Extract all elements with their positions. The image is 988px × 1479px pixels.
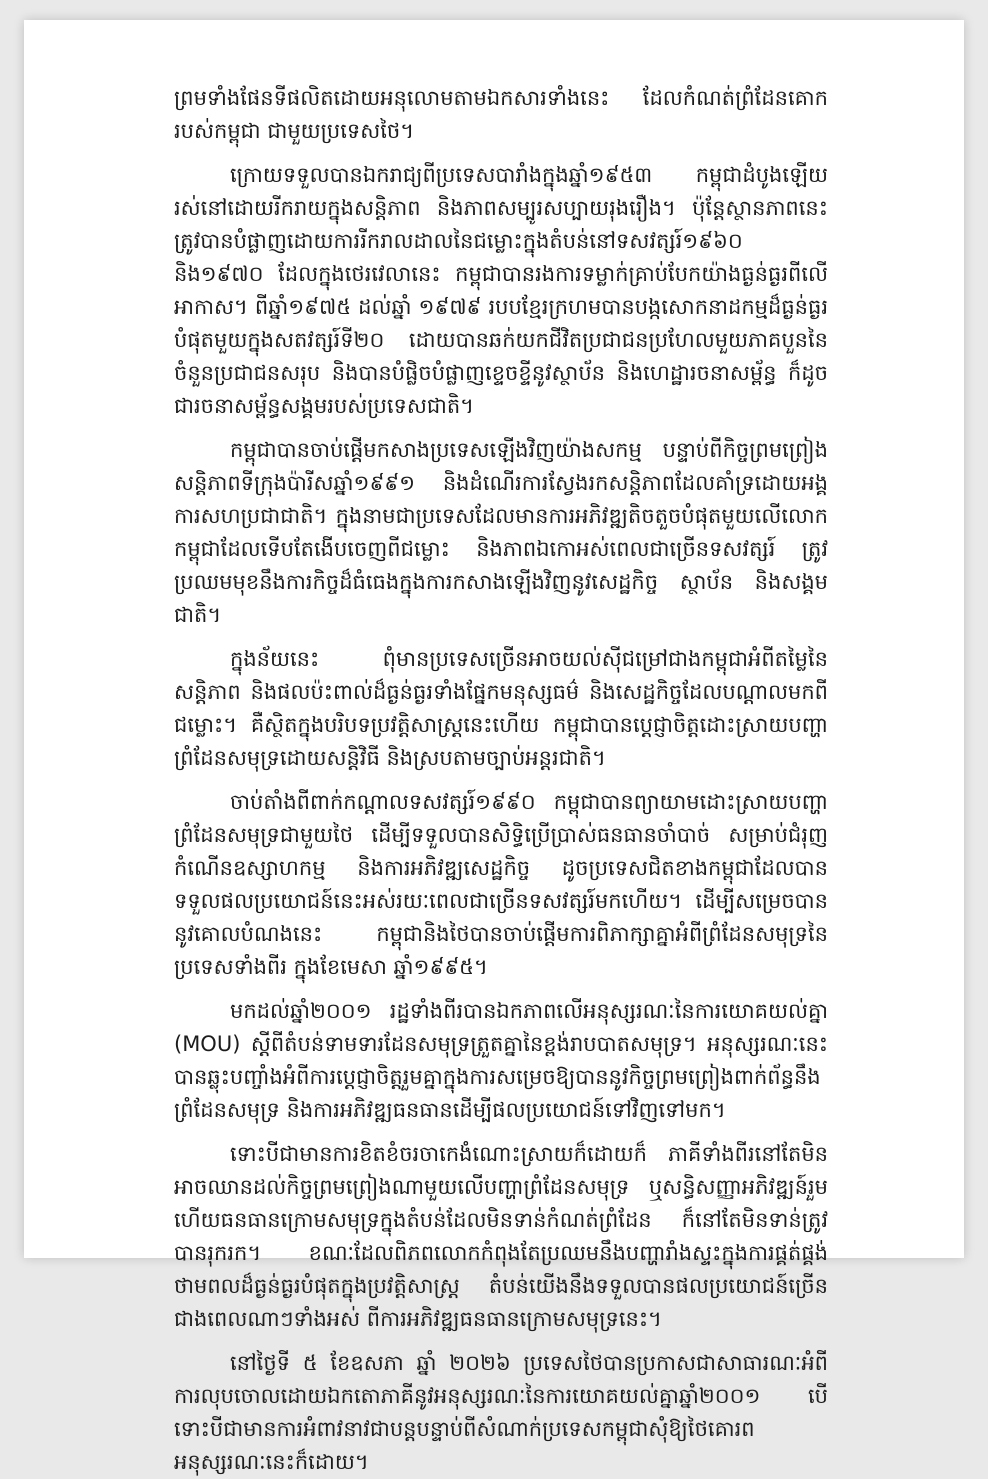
paragraph-4: ក្នុងន័យនេះ ពុំមានប្រទេសច្រើនអាចយល់ស៊ីជម្រៅជាងកម្ពុជាអំពីតម្លៃនៃសន្តិភាព និងផលប៉ះពាល់ដ៏ធ្ងន់ធ្ងរទាំងផ្នែកមនុស្សធម៌ និងសេដ្ឋកិច្ចដែលបណ្តាលមកពីជម្លោះ។ គឺស្ថិតក្នុងបរិបទប្រវត្តិសាស្ត្រនេះហើយ កម្ពុជាបានប្តេជ្ញាចិត្តដោះស្រាយបញ្ហាព្រំដែនសមុទ្រដោយសន្តិវិធី និងស្របតាមច្បាប់អន្តរជាតិ។ bbox=[174, 647, 828, 770]
document-page bbox=[24, 20, 964, 1474]
paragraph-2: ក្រោយទទួលបានឯករាជ្យពីប្រទេសបារាំងក្នុងឆ្នាំ១៩៥៣ កម្ពុជាដំបូងឡើយរស់នៅដោយរីករាយក្នុងសន្តិភាព និងភាពសម្បូរសប្បាយរុងរឿង។ ប៉ុន្តែស្ថានភាពនេះត្រូវបានបំផ្លាញដោយការរីករាលដាលនៃជម្លោះក្នុងតំបន់នៅទសវត្សរ៍១៩៦០ និង១៩៧០ ដែលក្នុងថេរវេលានេះ កម្ពុជាបានរងការទម្លាក់គ្រាប់បែកយ៉ាងធ្ងន់ធ្ងរពីលើអាកាស។ ពីឆ្នាំ១៩៧៥ ដល់ឆ្នាំ ១៩៧៩ របបខ្មែរក្រហមបានបង្កសោកនាដកម្មដ៏ធ្ងន់ធ្ងរបំផុតមួយក្នុងសតវត្សរ៍ទី២០ ដោយបានឆក់យកជីវិតប្រជាជនប្រហែលមួយភាគបួននៃចំនួនប្រជាជនសរុប និងបានបំផ្លិចបំផ្លាញខ្ទេចខ្ទីនូវស្ថាប័ន និងហេដ្ឋារចនាសម្ព័ន្ធ ក៏ដូចជារចនាសម្ព័ន្ធសង្គមរបស់ប្រទេសជាតិ។ bbox=[174, 163, 828, 418]
paragraph-3: កម្ពុជាបានចាប់ផ្តើមកសាងប្រទេសឡើងវិញយ៉ាងសកម្ម បន្ទាប់ពីកិច្ចព្រមព្រៀងសន្តិភាពទីក្រុងប៉ារីសឆ្នាំ១៩៩១ និងដំណើរការស្វែងរកសន្តិភាពដែលគាំទ្រដោយអង្គការសហប្រជាជាតិ។ ក្នុងនាមជាប្រទេសដែលមានការអភិវឌ្ឍតិចតួចបំផុតមួយលើលោក កម្ពុជាដែលទើបតែងើបចេញពីជម្លោះ និងភាពឯកោអស់ពេលជាច្រើនទសវត្សរ៍ ត្រូវប្រឈមមុខនឹងការកិច្ចដ៏ធំធេងក្នុងការកសាងឡើងវិញនូវសេដ្ឋកិច្ច ស្ថាប័ន និងសង្គមជាតិ។ bbox=[174, 438, 828, 627]
paragraph-5: ចាប់តាំងពីពាក់កណ្តាលទសវត្សរ៍១៩៩០ កម្ពុជាបានព្យាយាមដោះស្រាយបញ្ហាព្រំដែនសមុទ្រជាមួយថៃ ដើម្បីទទួលបានសិទ្ធិប្រើប្រាស់ធនធានចាំបាច់ សម្រាប់ជំរុញកំណើនឧស្សាហកម្ម និងការអភិវឌ្ឍសេដ្ឋកិច្ច ដូចប្រទេសជិតខាងកម្ពុជាដែលបានទទួលផលប្រយោជន៍នេះអស់រយៈពេលជាច្រើនទសវត្សរ៍មកហើយ។ ដើម្បីសម្រេចបាននូវគោលបំណងនេះ កម្ពុជានិងថៃបានចាប់ផ្តើមការពិភាក្សាគ្នាអំពីព្រំដែនសមុទ្រនៃប្រទេសទាំងពីរ ក្នុងខែមេសា ឆ្នាំ១៩៩៥។ bbox=[174, 790, 828, 979]
paragraph-8: នៅថ្ងៃទី ៥ ខែឧសភា ឆ្នាំ ២០២៦ ប្រទេសថៃបានប្រកាសជាសាធារណៈអំពីការលុបចោលដោយឯកតោភាគីនូវអនុស្សរណៈនៃការយោគយល់គ្នាឆ្នាំ២០០១ បើទោះបីជាមានការអំពាវនាវជាបន្តបន្ទាប់ពីសំណាក់ប្រទេសកម្ពុជាសុំឱ្យថៃគោរពអនុស្សរណៈនេះក៏ដោយ។ bbox=[174, 1351, 828, 1474]
paragraph-7: ទោះបីជាមានការខិតខំចរចាកេងំណោះស្រាយក៏ដោយក៏ ភាគីទាំងពីរនៅតែមិនអាចឈានដល់កិច្ចព្រមព្រៀងណាមួយលើបញ្ហាព្រំដែនសមុទ្រ ឬសន្ធិសញ្ញាអភិវឌ្ឍន៍រួម ហើយធនធានក្រោមសមុទ្រក្នុងតំបន់ដែលមិនទាន់កំណត់ព្រំដែន ក៏នៅតែមិនទាន់ត្រូវបានរុករក។ ខណៈដែលពិភពលោកកំពុងតែប្រឈមនឹងបញ្ហារាំងស្ទះក្នុងការផ្គត់ផ្គង់ថាមពលដ៏ធ្ងន់ធ្ងរបំផុតក្នុងប្រវត្តិសាស្ត្រ តំបន់យើងនឹងទទួលបានផលប្រយោជន៍ច្រើនជាងពេលណាៗទាំងអស់ ពីការអភិវឌ្ឍធនធានក្រោមសមុទ្រនេះ។ bbox=[174, 1142, 828, 1331]
paragraph-1: ព្រមទាំងផែនទីផលិតដោយអនុលោមតាមឯកសារទាំងនេះ ដែលកំណត់ព្រំដែនគោករបស់កម្ពុជា ជាមួយប្រទេសថៃ។ bbox=[174, 86, 828, 143]
paragraph-6: មកដល់ឆ្នាំ២០០១ រដ្ឋទាំងពីរបានឯកភាពលើអនុស្សរណៈនៃការយោគយល់គ្នា (MOU) ស្តីពីតំបន់ទាមទារដែនសមុទ្រត្រួតគ្នានៃខ្ពង់រាបបាតសមុទ្រ។ អនុស្សរណៈនេះបានឆ្លុះបញ្ចាំងអំពីការប្តេជ្ញាចិត្តរួមគ្នាក្នុងការសម្រេចឱ្យបាននូវកិច្ចព្រមព្រៀងពាក់ព័ន្ធនឹងព្រំដែនសមុទ្រ និងការអភិវឌ្ឍធនធានដើម្បីផលប្រយោជន៍ទៅវិញទៅមក។ bbox=[174, 999, 828, 1122]
